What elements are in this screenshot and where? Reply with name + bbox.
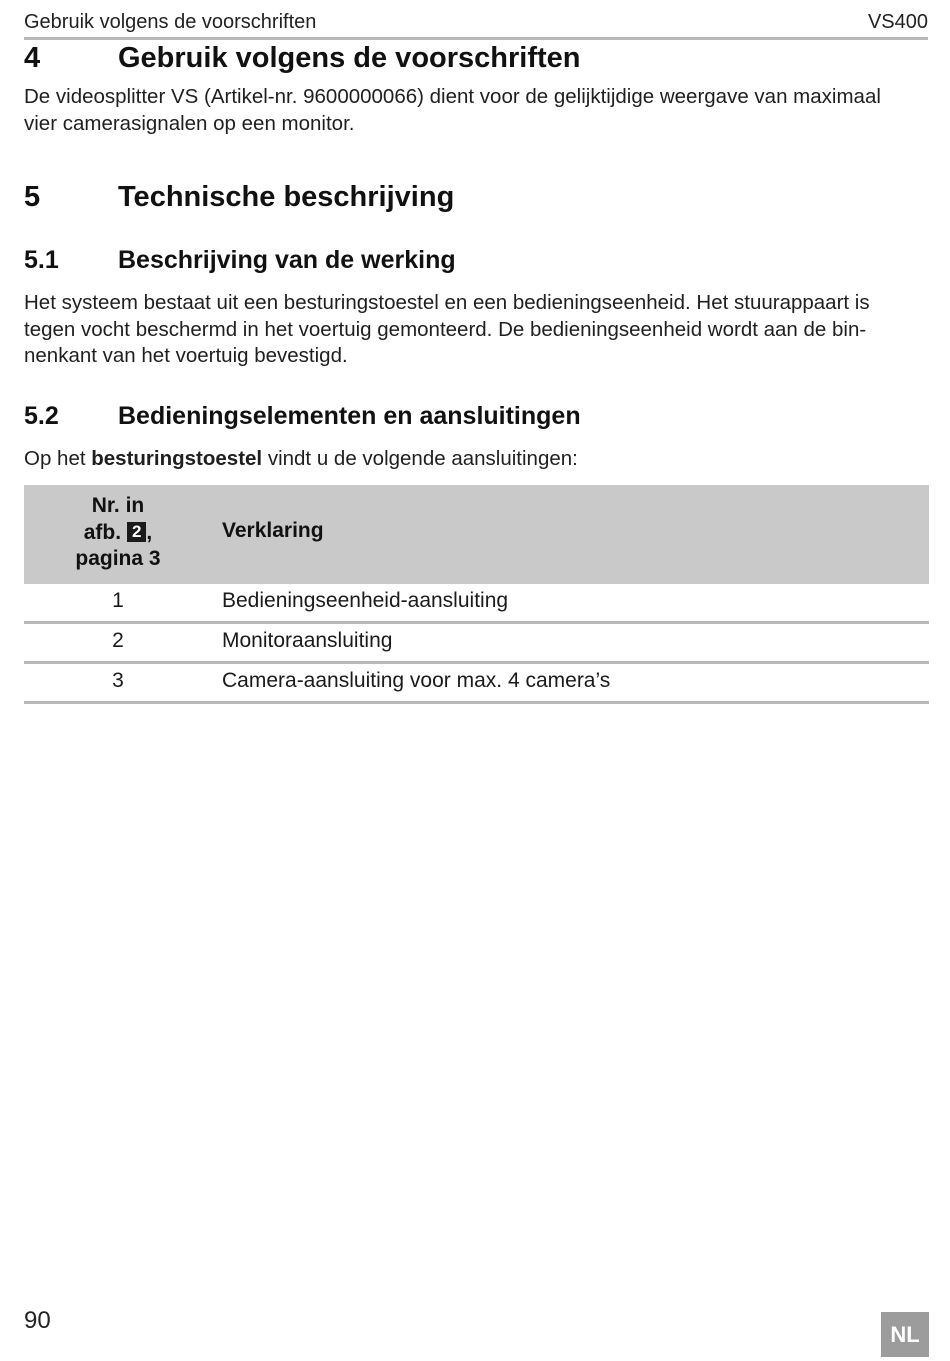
row-number: 3 [112,669,124,692]
connections-table [24,485,929,704]
header-line [24,520,212,547]
section-title: Gebruik volgens de voorschriften [118,42,581,74]
table-header [24,485,929,584]
table-row [24,624,929,664]
section-4-paragraph [24,84,929,137]
row-explanation: Bedieningseenheid-aansluiting [222,589,509,612]
figure-number-badge: 2 [127,522,146,542]
header-explanation-column: Verklaring [222,519,324,542]
section-number: 5 [24,181,41,213]
row-number: 2 [112,629,124,652]
row-explanation: Monitoraansluiting [222,629,393,652]
paragraph-line: vier camerasignalen op een monitor. [24,111,355,135]
section-5-2-intro [24,446,929,473]
table-row [24,664,929,704]
section-number: 5.1 [24,246,59,274]
section-number: 5.2 [24,402,59,430]
header-line: pagina 3 [75,547,161,570]
language-tab: NL [881,1312,929,1357]
table-row [24,584,929,624]
header-text: afb. [83,520,122,544]
paragraph-line: nenkant van het voertuig bevestigd. [24,344,348,367]
section-title: Technische beschrijving [118,181,455,213]
row-explanation: Camera-aansluiting voor max. 4 camera’s [222,669,611,692]
header-divider [24,37,928,40]
paragraph-line: tegen vocht beschermd in het voertuig gemonteerd. De bedieningseenheid wordt aan de bin- [24,317,867,341]
header-line: Nr. in [91,494,145,517]
running-header-product: VS400 [867,11,928,33]
header-number-column [24,493,212,573]
running-header-title: Gebruik volgens de voorschriften [24,11,317,33]
running-header [24,6,928,34]
page-number: 90 [24,1307,51,1334]
row-number: 1 [112,589,124,612]
section-5-1-paragraph [24,290,929,370]
intro-text: Op het [24,447,86,470]
intro-bold-term: besturingstoestel [91,447,263,470]
paragraph-line: De videosplitter VS (Artikel-nr. 9600000066) dient voor de gelijktijdige weergave van maximaal [24,85,881,108]
header-text: , [146,520,153,544]
intro-text: vindt u de volgende aansluitingen: [267,447,578,470]
section-title: Bedieningselementen en aansluitingen [118,402,581,430]
section-title: Beschrijving van de werking [118,246,456,274]
paragraph-line: Het systeem bestaat uit een besturingstoestel en een bedieningseenheid. Het stuurappaart is [24,291,870,314]
section-number: 4 [24,42,41,74]
